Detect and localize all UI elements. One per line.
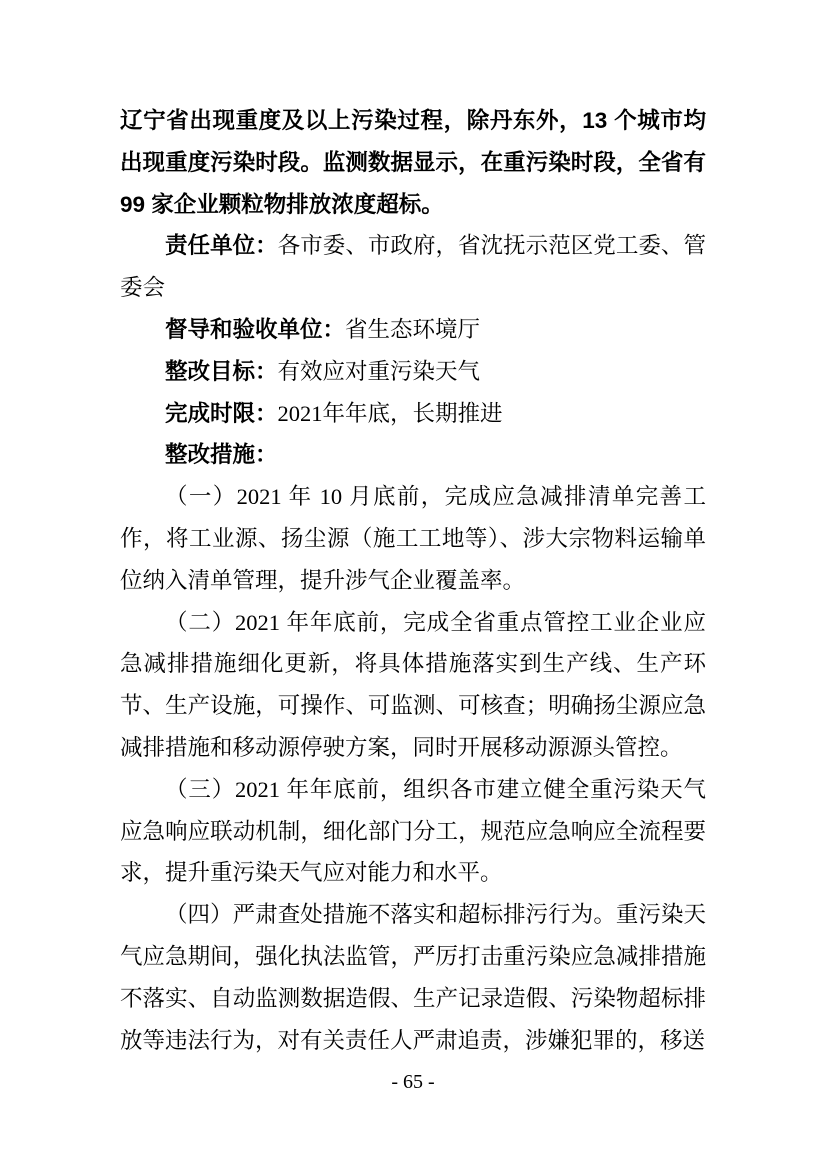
measure-4-paragraph <box>120 894 706 1061</box>
measure-1-text: （一）2021 年 10 月底前，完成应急减排清单完善工作，将工业源、扬尘源（施工工地等）、涉大宗物料运输单位纳入清单管理，提升涉气企业覆盖率。 <box>120 484 706 593</box>
responsible-unit-value: 各市委、市政府，省沈抚示范区党工委、管委会 <box>120 233 706 301</box>
measure-3-paragraph <box>120 769 706 894</box>
measure-1-paragraph <box>120 476 706 601</box>
responsible-unit-label: 责任单位： <box>165 233 278 259</box>
rectification-goal-paragraph <box>120 351 706 393</box>
deadline-value: 2021年年底，长期推进 <box>277 400 503 426</box>
measure-2-text: （二）2021 年年底前，完成全省重点管控工业企业应急减排措施细化更新，将具体措施落实到生产线、生产环节、生产设施，可操作、可监测、可核查；明确扬尘源应急减排措施和移动源停驶方案，同时开展移动源源头管控。 <box>120 609 706 760</box>
supervising-unit-label: 督导和验收单位： <box>165 316 346 342</box>
rectification-goal-label: 整改目标： <box>165 358 278 384</box>
deadline-label: 完成时限： <box>165 400 278 426</box>
measure-4-text: （四）严肃查处措施不落实和超标排污行为。重污染天气应急期间，强化执法监管，严厉打击重污染应急减排措施不落实、自动监测数据造假、生产记录造假、污染物超标排放等违法行为，对有关责任人严肃追责，涉嫌犯罪的，移送 <box>120 902 706 1053</box>
responsible-unit-paragraph <box>120 225 706 309</box>
supervising-unit-value: 省生态环境厅 <box>345 316 481 342</box>
measure-3-text: （三）2021 年年底前，组织各市建立健全重污染天气应急响应联动机制，细化部门分工，规范应急响应全流程要求，提升重污染天气应对能力和水平。 <box>120 776 706 886</box>
intro-paragraph <box>120 100 706 225</box>
page-content <box>120 100 706 1061</box>
measure-2-paragraph <box>120 602 706 769</box>
deadline-paragraph <box>120 393 706 435</box>
supervising-unit-paragraph <box>120 309 706 351</box>
rectification-goal-value: 有效应对重污染天气 <box>277 358 481 384</box>
page-number: - 65 - <box>391 1071 435 1093</box>
measures-heading-paragraph <box>120 434 706 476</box>
measures-heading-label: 整改措施： <box>165 442 278 468</box>
intro-paragraph-text: 辽宁省出现重度及以上污染过程，除丹东外，13 个城市均出现重度污染时段。监测数据显示，在重污染时段，全省有 99 家企业颗粒物排放浓度超标。 <box>120 108 706 217</box>
